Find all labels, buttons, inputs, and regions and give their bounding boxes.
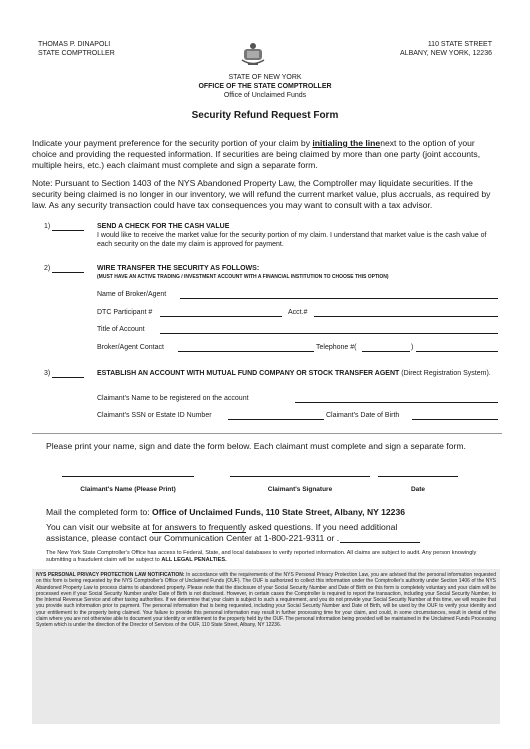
contact-label: Broker/Agent Contact (97, 344, 164, 351)
option3-initial-line[interactable] (52, 377, 84, 378)
phone-number-field[interactable] (416, 351, 498, 352)
intro-emphasis: initialing the line (312, 138, 381, 148)
intro-paragraph (32, 138, 502, 171)
disclaimer-text: The New York State Comptroller's Office has access to Federal, State, and local databases to verify reported information. All claims are subject to audit. Any person knowingly submitting a fraudulent claim will be subject to (46, 550, 477, 563)
disclaimer (46, 550, 502, 564)
signature-label: Claimant's Signature (267, 486, 333, 493)
option1-number: 1) (44, 223, 51, 230)
section-divider (32, 433, 502, 434)
option2-heading: WIRE TRANSFER THE SECURITY AS FOLLOWS: (97, 265, 260, 272)
website-line2: assistance, please contact our Communication Center at 1-800-221-9311 or . (46, 533, 340, 543)
email-link-line[interactable] (340, 542, 420, 543)
website-line1 (46, 522, 506, 533)
header-right (400, 40, 492, 58)
option3-number: 3) (44, 370, 51, 377)
intro-part2: next to the option of your choice and providing the requested information. If securities are being claimed by more than one party (joint accounts, multiple heirs, etc.) each claimant must complete and sign a separate form. (32, 138, 481, 170)
website-paragraph (46, 522, 506, 544)
option1-heading: SEND A CHECK FOR THE CASH VALUE (97, 223, 230, 230)
broker-field[interactable] (180, 298, 498, 299)
option2-subheading: (MUST HAVE AN ACTIVE TRADING / INVESTMENT ACCOUNT WITH A FINANCIAL INSTITUTION TO CHOOSE THIS OPTION) (97, 274, 389, 280)
state-seal-logo (240, 40, 266, 68)
option1-text: I would like to receive the market value for the security portion of my claim. I understand that market value is the cash value of each security on the date my claim is approved for payment. (97, 232, 487, 248)
contact-field[interactable] (178, 351, 314, 352)
website-part1: You can visit our website at (46, 522, 153, 532)
option3-heading-tail: (Direct Registration System). (401, 370, 491, 377)
phone-area-field[interactable] (362, 351, 410, 352)
privacy-text: In accordance with the requirements of the NYS Personal Privacy Protection Law, you are advised that the personal information requested on this form is being requested by the NYS Comptroller's Office of Unclaimed Funds (OUF). The OUF is authorized to collect this information under the Comptroller's authority under Section 1406 of the NYS Abandoned Property Law to process claims to abandoned property. Please note that the disclosure of your Social Security Number and Date of Birth on this form is completely voluntary and your claim will be processed even if your Social Security Number and/or Date of Birth is not disclosed. However, in certain cases the Comptroller is required to report the transaction, including your Social Security Number, to the Internal Revenue Service and other taxing authorities. If we determine that your claim is subject to such a requirement, and you do not provide your Social Security Number at this time, we will require that you provide such information prior to payment. The personal information that is being requested, including your Social Security Number and Date of Birth, will be used by the OUF to verify your identity and your entitlement to the property being claimed. Your failure to provide this personal information may result in further processing time for your claim, and could, in some circumstances, result in denial of the claim where you are not otherwise able to document your identity or entitlement to the property held by the OUF. The personal information being provided will be maintained in the Unclaimed Funds Processing System which is under the direction of the Director of Services of the OUF, 110 State Street, Albany, NY 12236. (36, 572, 496, 628)
division-name: Office of Unclaimed Funds (223, 92, 307, 99)
claimant-signature-line[interactable] (230, 476, 370, 477)
privacy-notice (32, 569, 500, 724)
header-center (140, 73, 390, 100)
print-name-label: Claimant's Name (Please Print) (80, 486, 176, 493)
disclaimer-emphasis: ALL LEGAL PENALTIES. (161, 557, 227, 563)
sign-instruction: Please print your name, sign and date the form below. Each claimant must complete and sign a separate form. (46, 441, 466, 451)
comptroller-name: THOMAS P. DINAPOLI (38, 41, 111, 48)
account-title-field[interactable] (160, 333, 498, 334)
dob-field[interactable] (412, 419, 498, 420)
option1-initial-line[interactable] (52, 230, 84, 231)
privacy-heading: NYS PERSONAL PRIVACY PROTECTION LAW NOTIFICATION: (36, 572, 185, 578)
website-part2: asked questions. If you need additional (246, 522, 398, 532)
dtc-field[interactable] (160, 316, 282, 317)
dtc-label: DTC Participant # (97, 309, 153, 316)
address-city: ALBANY, NEW YORK, 12236 (400, 50, 492, 57)
website-link[interactable]: for answers to frequently (152, 522, 247, 532)
option3-heading: ESTABLISH AN ACCOUNT WITH MUTUAL FUND COMPANY OR STOCK TRANSFER AGENT (97, 370, 400, 377)
option3-heading-block (97, 369, 502, 378)
ssn-label: Claimant's SSN or Estate ID Number (97, 412, 212, 419)
state-name: STATE OF NEW YORK (228, 74, 302, 81)
broker-label: Name of Broker/Agent (97, 291, 167, 298)
phone-close-paren: ) (411, 344, 414, 351)
mail-address: Office of Unclaimed Funds, 110 State Street, Albany, NY 12236 (152, 507, 406, 517)
phone-label: Telephone #( (316, 344, 357, 351)
option2-number: 2) (44, 265, 51, 272)
mail-line (46, 507, 506, 518)
note-paragraph: Note: Pursuant to Section 1403 of the NYS Abandoned Property Law, the Comptroller may liquidate securities. If the security being claimed is no longer in our inventory, we will refund the current market value, plus accruals, as required by law. As any security transaction could have tax consequences you may want to consult with a tax advisor. (32, 178, 491, 210)
acct-label: Acct.# (288, 309, 308, 316)
header-left (38, 40, 115, 58)
intro-part1: Indicate your payment preference for the security portion of your claim by (32, 138, 313, 148)
date-label: Date (410, 486, 426, 493)
account-title-label: Title of Account (97, 326, 145, 333)
acct-field[interactable] (314, 316, 498, 317)
office-name: OFFICE OF THE STATE COMPTROLLER (198, 83, 332, 90)
mail-prefix: Mail the completed form to: (46, 507, 153, 517)
form-title: Security Refund Request Form (191, 110, 339, 121)
option2-initial-line[interactable] (52, 272, 84, 273)
claimant-name-label: Claimant's Name to be registered on the account (97, 395, 249, 402)
claimant-name-field[interactable] (295, 402, 498, 403)
address-street: 110 STATE STREET (427, 41, 492, 48)
dob-label: Claimant's Date of Birth (326, 412, 400, 419)
claimant-date-line[interactable] (378, 476, 458, 477)
claimant-name-print-line[interactable] (62, 476, 194, 477)
ssn-field[interactable] (228, 419, 324, 420)
comptroller-title: STATE COMPTROLLER (38, 50, 115, 57)
